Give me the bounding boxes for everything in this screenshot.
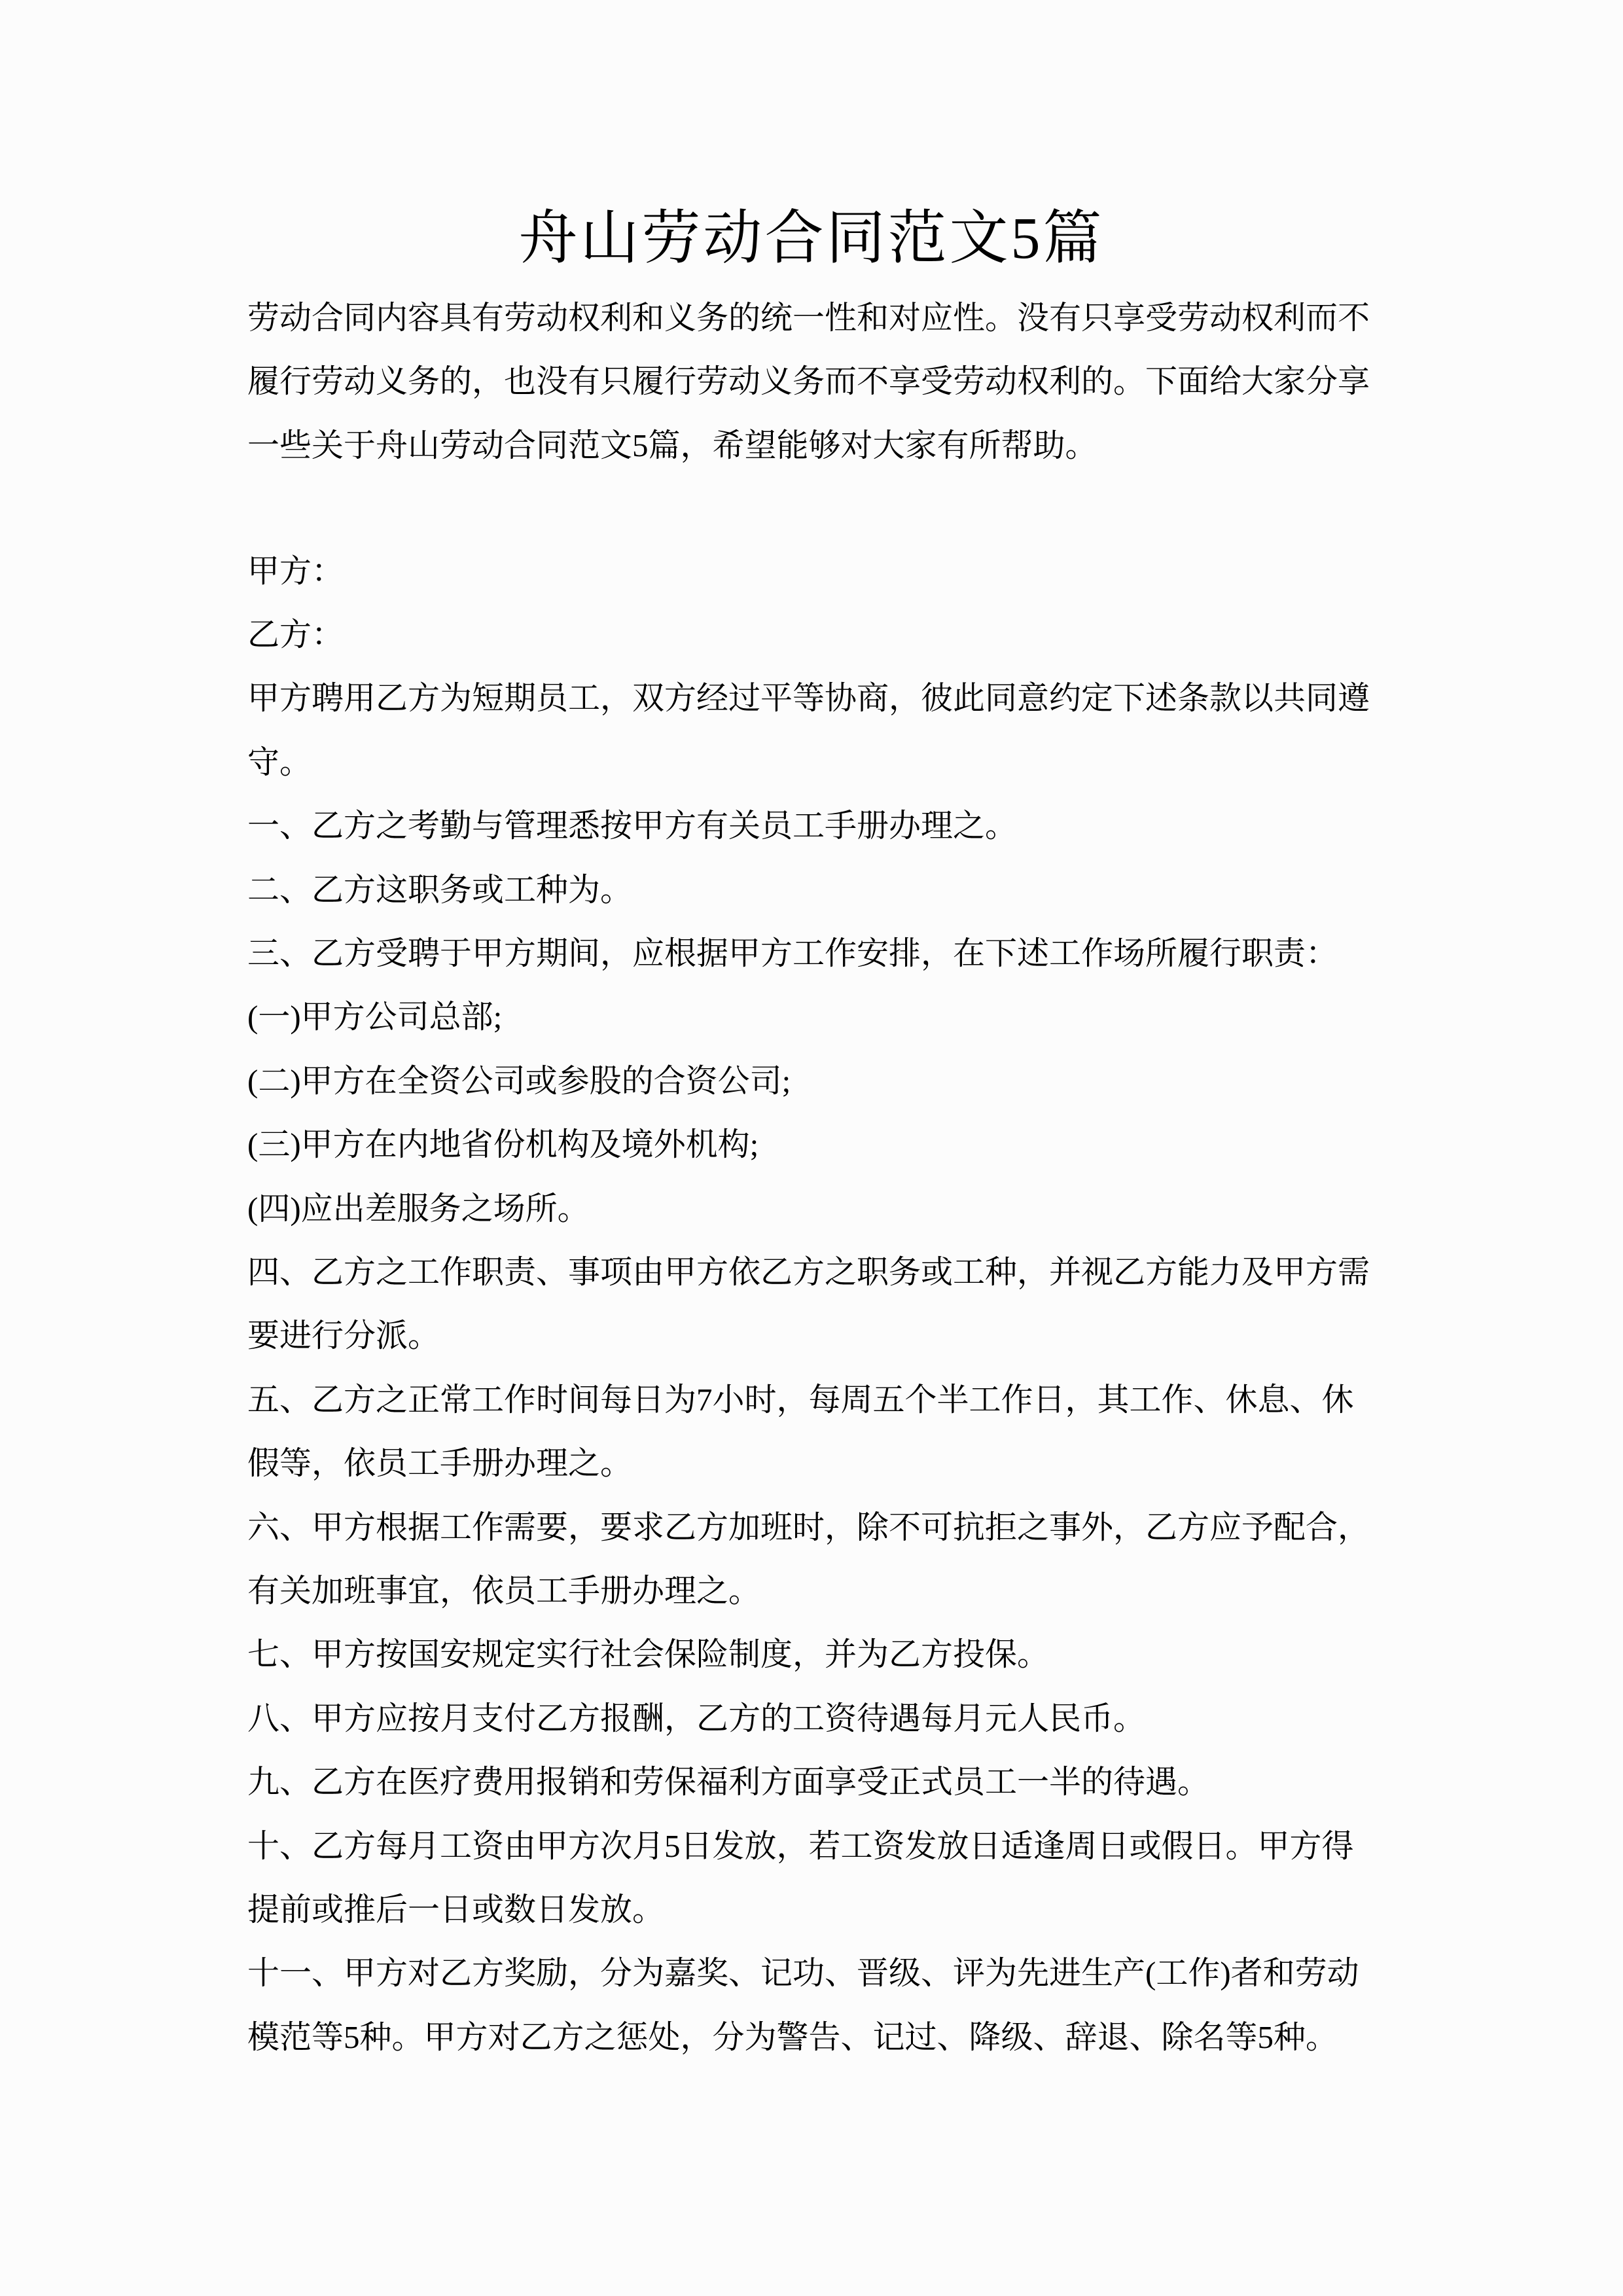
- clause-6-cont: 有关加班事宜，依员工手册办理之。: [247, 1573, 761, 1609]
- contract-line: 守。: [247, 744, 312, 780]
- clause-3-item-2: (二)甲方在全资公司或参股的合资公司;: [247, 1063, 791, 1099]
- clause-3-item-3: (三)甲方在内地省份机构及境外机构;: [247, 1126, 759, 1162]
- document-title: 舟山劳动合同范文5篇: [518, 206, 1105, 271]
- intro-line: 履行劳动义务的，也没有只履行劳动义务而不享受劳动权利的。下面给大家分享: [247, 363, 1370, 399]
- clause-10: 十、乙方每月工资由甲方次月5日发放，若工资发放日适逢周日或假日。甲方得: [247, 1828, 1354, 1864]
- party-b-label: 乙方：: [247, 617, 344, 653]
- clause-10-cont: 提前或推后一日或数日发放。: [247, 1892, 665, 1928]
- clause-4-cont: 要进行分派。: [247, 1318, 440, 1354]
- clause-3: 三、乙方受聘于甲方期间，应根据甲方工作安排，在下述工作场所履行职责：: [247, 935, 1338, 971]
- clause-3-item-4: (四)应出差服务之场所。: [247, 1191, 590, 1227]
- clause-8: 八、甲方应按月支付乙方报酬，乙方的工资待遇每月元人民币。: [247, 1700, 1146, 1736]
- clause-9: 九、乙方在医疗费用报销和劳保福利方面享受正式员工一半的待遇。: [247, 1764, 1210, 1800]
- clause-5-cont: 假等，依员工手册办理之。: [247, 1445, 633, 1481]
- intro-line: 一些关于舟山劳动合同范文5篇，希望能够对大家有所帮助。: [247, 427, 1097, 463]
- clause-6: 六、甲方根据工作需要，要求乙方加班时，除不可抗拒之事外，乙方应予配合，: [247, 1509, 1370, 1545]
- clause-2: 二、乙方这职务或工种为。: [247, 872, 633, 908]
- clause-5: 五、乙方之正常工作时间每日为7小时，每周五个半工作日，其工作、休息、休: [247, 1382, 1354, 1418]
- clause-11-cont: 模范等5种。甲方对乙方之惩处，分为警告、记过、降级、辞退、除名等5种。: [247, 2019, 1338, 2055]
- clause-4: 四、乙方之工作职责、事项由甲方依乙方之职务或工种，并视乙方能力及甲方需: [247, 1254, 1370, 1290]
- contract-line: 甲方聘用乙方为短期员工，双方经过平等协商，彼此同意约定下述条款以共同遵: [247, 680, 1370, 716]
- clause-7: 七、甲方按国安规定实行社会保险制度，并为乙方投保。: [247, 1636, 1050, 1672]
- party-a-label: 甲方：: [247, 553, 344, 589]
- clause-3-item-1: (一)甲方公司总部;: [247, 999, 503, 1035]
- clause-11: 十一、甲方对乙方奖励，分为嘉奖、记功、晋级、评为先进生产(工作)者和劳动: [247, 1955, 1359, 1991]
- intro-line: 劳动合同内容具有劳动权利和义务的统一性和对应性。没有只享受劳动权利而不: [247, 300, 1370, 336]
- clause-1: 一、乙方之考勤与管理悉按甲方有关员工手册办理之。: [247, 808, 1018, 844]
